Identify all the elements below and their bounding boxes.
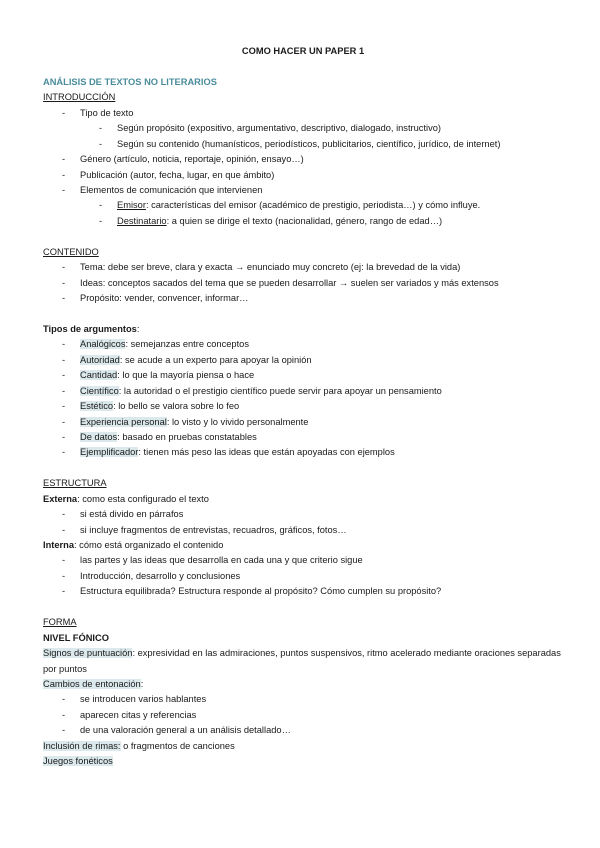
term-label: Signos de puntuación [43,648,133,659]
line-text: : cómo está organizado el contenido [74,540,224,550]
line-text: : semejanzas entre conceptos [125,339,249,350]
bullet-dash-icon: - [62,725,66,736]
line-text: Ideas: conceptos sacados del tema que se pueden desarrollar → suelen ser variados y más extensos [80,277,499,288]
paragraph [43,631,563,646]
bullet-dash-icon: - [62,169,66,180]
list-item [43,368,563,383]
bullet-dash-icon: - [62,293,66,303]
term-label: INTRODUCCIÓN [43,92,116,103]
line-text: Estructura equilibrada? Estructura responde al propósito? Cómo cumplen su propósito? [80,586,442,597]
blank-line [43,59,563,74]
paragraph [43,538,563,553]
bullet-dash-icon: - [62,447,66,458]
bullet-dash-icon: - [62,401,66,412]
line-text: Tipo de texto [80,107,134,118]
bullet-dash-icon: - [62,354,66,365]
sub-list-item [43,214,563,229]
document-page [43,44,563,770]
list-item [43,291,563,306]
list-item [43,708,563,723]
line-text: : características del emisor (académico de prestigio, periodista…) y cómo influye. [145,200,481,211]
line-text: las partes y las ideas que desarrolla en cada una y que criterio sigue [80,555,363,566]
paragraph [43,492,563,507]
line-text: Publicación (autor, fecha, lugar, en que ámbito) [80,169,275,180]
line-text: : basado en pruebas constatables [117,431,257,442]
sub-list-item [43,121,563,136]
bullet-dash-icon: - [62,524,66,535]
term-label: NIVEL FÓNICO [43,632,109,643]
list-item [43,507,563,522]
line-text: : [136,323,140,334]
paragraph [43,754,563,769]
term-label: ESTRUCTURA [43,478,107,489]
subsection-heading [43,476,563,491]
bullet-dash-icon: - [62,154,66,165]
paragraph [43,322,563,337]
blank-line [43,229,563,244]
term-label: CONTENIDO [43,246,99,257]
line-text: Género (artículo, noticia, reportaje, opinión, ensayo…) [80,154,304,165]
line-text: aparecen citas y referencias [80,709,197,720]
bullet-dash-icon: - [62,570,66,581]
term-label: Interna [43,540,74,550]
line-text: ANÁLISIS DE TEXTOS NO LITERARIOS [43,76,217,87]
term-label: Cambios de entonación [43,678,141,689]
list-item [43,384,563,399]
document-title [43,44,563,59]
bullet-dash-icon: - [62,385,66,396]
list-item [43,692,563,707]
list-item [43,337,563,352]
term-label: Autoridad [80,354,120,365]
line-text: si incluye fragmentos de entrevistas, recuadros, gráficos, fotos… [80,524,347,535]
line-text: o fragmentos de canciones [120,740,235,751]
line-text: si está divido en párrafos [80,509,184,520]
term-label: FORMA [43,617,77,628]
term-label: Científico [80,385,119,396]
line-text: Introducción, desarrollo y conclusiones [80,570,241,581]
term-label: Analógicos [80,339,126,350]
blank-line [43,600,563,615]
list-item [43,569,563,584]
term-label: Externa [43,493,78,504]
blank-line [43,461,563,476]
line-text: : expresividad en las admiraciones, puntos suspensivos, ritmo acelerado mediante oraciones separadas por puntos [43,648,561,674]
term-label: Cantidad [80,370,118,381]
list-item [43,523,563,538]
list-item [43,152,563,167]
line-text: Elementos de comunicación que intervienen [80,184,263,195]
paragraph [43,646,563,677]
bullet-dash-icon: - [62,277,66,288]
list-item [43,260,563,275]
subsection-heading [43,245,563,260]
bullet-dash-icon: - [62,339,66,350]
line-text: Según su contenido (humanísticos, periodísticos, publicitarios, científico, jurídico, de internet) [117,138,501,149]
line-text: : la autoridad o el prestigio científico puede servir para apoyar un pensamiento [118,385,442,396]
bullet-dash-icon: - [62,555,66,566]
subsection-heading [43,90,563,105]
bullet-dash-icon: - [99,138,103,149]
bullet-dash-icon: - [62,509,66,520]
bullet-dash-icon: - [62,416,66,427]
bullet-dash-icon: - [62,709,66,720]
list-item [43,445,563,460]
line-text: Según propósito (expositivo, argumentativo, descriptivo, dialogado, instructivo) [117,123,442,134]
line-text: se introducen varios hablantes [80,694,207,705]
term-label: Destinatario [117,215,167,226]
bullet-dash-icon: - [62,586,66,597]
paragraph [43,677,563,692]
term-label: Ejemplificador [80,447,139,458]
bullet-dash-icon: - [62,184,66,195]
sub-list-item [43,137,563,152]
line-text: : tienen más peso las ideas que están apoyadas con ejemplos [138,447,395,458]
term-label: Juegos fonéticos [43,756,113,767]
list-item [43,276,563,291]
bullet-dash-icon: - [99,215,103,226]
line-text: COMO HACER UN PAPER 1 [241,46,365,56]
line-text: : [140,678,144,689]
list-item [43,399,563,414]
subsection-heading [43,615,563,630]
paragraph [43,739,563,754]
line-text: : lo bello se valora sobre lo feo [113,401,240,412]
bullet-dash-icon: - [62,262,66,273]
line-text: Propósito: vender, convencer, informar… [80,293,249,303]
line-text: : a quien se dirige el texto (nacionalidad, género, rango de edad…) [166,215,443,226]
list-item [43,553,563,568]
term-label: Estético [80,401,114,412]
bullet-dash-icon: - [99,123,103,134]
list-item [43,106,563,121]
blank-line [43,306,563,321]
term-label: Inclusión de rimas: [43,740,121,751]
bullet-dash-icon: - [99,200,103,211]
list-item [43,723,563,738]
bullet-dash-icon: - [62,107,66,118]
line-text: : se acude a un experto para apoyar la opinión [119,354,312,365]
term-label: Tipos de argumentos [43,323,137,334]
list-item [43,584,563,599]
line-text: Tema: debe ser breve, clara y exacta → enunciado muy concreto (ej: la brevedad de la vida) [80,262,461,273]
list-item [43,353,563,368]
bullet-dash-icon: - [62,370,66,381]
section-heading [43,75,563,90]
list-item [43,430,563,445]
list-item [43,415,563,430]
line-text: de una valoración general a un análisis detallado… [80,725,291,736]
term-label: Emisor [117,200,146,211]
term-label: De datos [80,431,118,442]
term-label: Experiencia personal [80,416,167,427]
bullet-dash-icon: - [62,431,66,442]
list-item [43,183,563,198]
line-text: : lo que la mayoría piensa o hace [117,370,255,381]
list-item [43,168,563,183]
bullet-dash-icon: - [62,694,66,705]
line-text: : lo visto y lo vivido personalmente [166,416,309,427]
sub-list-item [43,198,563,213]
line-text: : como esta configurado el texto [77,493,209,504]
